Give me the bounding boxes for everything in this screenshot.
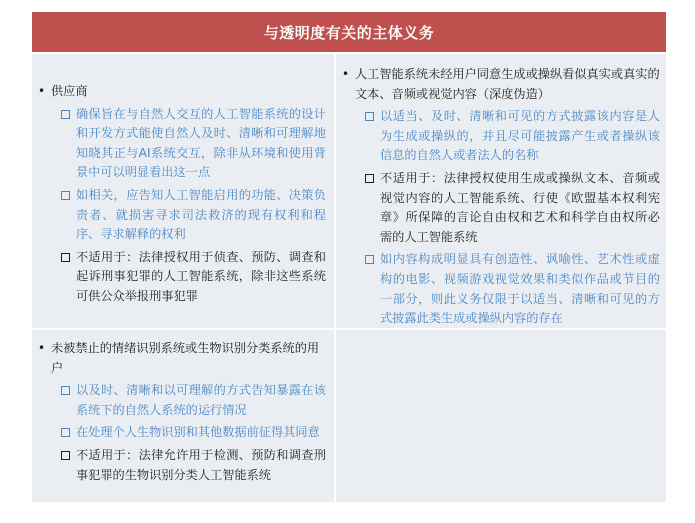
square-bullet-icon — [60, 381, 76, 401]
sub-item-text: 不适用于：法律授权使用生成或操纵文本、音频或视觉内容的人工智能系统、行使《欧盟基本权利宪章》所保障的言论自由权和艺术和科学自由权所必需的人工智能系统 — [380, 170, 660, 244]
square-bullet-icon — [364, 169, 380, 189]
square-bullet-icon — [60, 446, 76, 466]
square-bullet-icon — [60, 105, 76, 125]
obligations-table — [32, 12, 666, 502]
cell-empty — [336, 330, 666, 502]
bullet-heading: 供应商 — [51, 84, 88, 98]
sub-list — [342, 107, 660, 329]
sub-list — [38, 105, 326, 307]
sub-item-text: 以及时、清晰和以可理解的方式告知暴露在该系统下的自然人系统的运行情况 — [76, 383, 326, 417]
sub-item — [60, 381, 326, 420]
sub-item-text: 不适用于：法律允许用于检测、预防和调查刑事犯罪的生物识别分类人工智能系统 — [76, 447, 326, 482]
sub-item-text: 如内容构成明显具有创造性、讽喻性、艺术性或虚构的电影、视频游戏视觉效果和类似作品或节目的一部分，则此义务仅限于以适当、清晰和可见的方式披露此类生成或操纵内容的存在 — [380, 252, 660, 326]
sub-item — [60, 446, 326, 485]
square-bullet-icon — [364, 107, 380, 127]
sub-item — [60, 248, 326, 307]
sub-item-text: 以适当、及时、清晰和可见的方式披露该内容是人为生成或操纵的，并且尽可能披露产生或者操纵该信息的自然人或者法人的名称 — [380, 109, 660, 163]
sub-item-text: 不适用于：法律授权用于侦查、预防、调查和起诉刑事犯罪的人工智能系统，除非这些系统可供公众举报刑事犯罪 — [76, 249, 326, 303]
sub-item — [60, 423, 326, 443]
sub-item — [60, 186, 326, 245]
cell-emotion-recognition — [32, 330, 334, 502]
bullet-heading: 人工智能系统未经用户同意生成或操纵看似真实或真实的文本、音频或视觉内容（深度伪造） — [355, 67, 660, 101]
sub-list — [38, 381, 326, 485]
bullet-dot: • — [38, 84, 46, 98]
square-bullet-icon — [60, 423, 76, 443]
sub-item-text: 确保旨在与自然人交互的人工智能系统的设计和开发方式能使自然人及时、清晰和可理解地知晓其正与AI系统交互，除非从环境和使用背景中可以明显看出这一点 — [76, 106, 326, 180]
bullet-heading: 未被禁止的情绪识别系统或生物识别分类系统的用户 — [51, 341, 320, 375]
table-title: 与透明度有关的主体义务 — [32, 12, 666, 52]
bullet-deepfake — [342, 65, 660, 104]
sub-item — [60, 105, 326, 183]
sub-item — [364, 169, 660, 247]
cell-providers — [32, 54, 334, 328]
bullet-emotion — [38, 339, 326, 378]
sub-item — [364, 107, 660, 166]
square-bullet-icon — [60, 248, 76, 268]
bullet-dot: • — [342, 67, 350, 81]
sub-item — [364, 250, 660, 328]
sub-item-text: 如相关，应告知人工智能启用的功能、决策负责者、就损害寻求司法救济的现有权利和程序、寻求解释的权利 — [76, 187, 326, 242]
square-bullet-icon — [364, 250, 380, 270]
bullet-dot: • — [38, 341, 46, 355]
sub-item-text: 在处理个人生物识别和其他数据前征得其同意 — [76, 425, 320, 440]
cell-deepfake — [336, 54, 666, 328]
bullet-providers — [38, 82, 326, 102]
square-bullet-icon — [60, 186, 76, 206]
